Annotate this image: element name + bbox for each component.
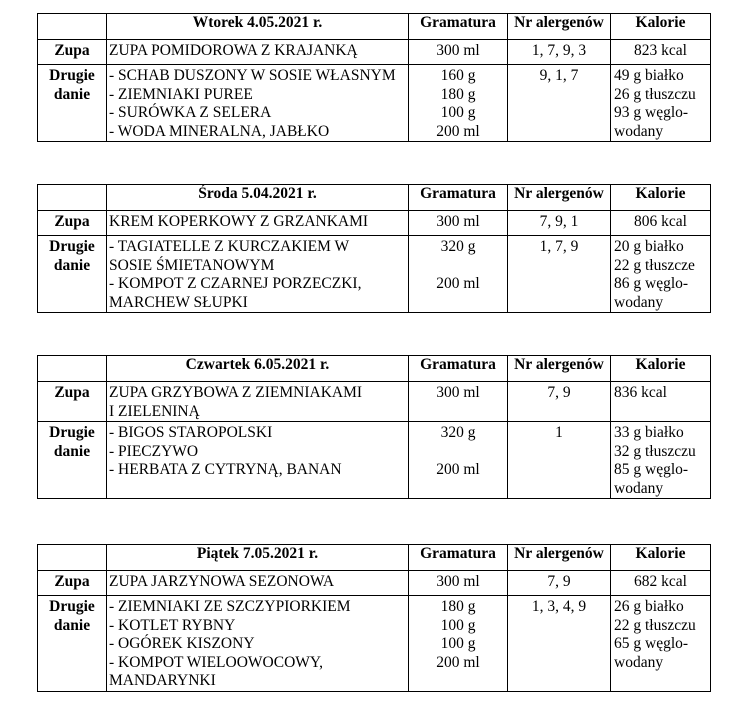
soup-name [107,211,409,236]
main-course-items [107,422,409,499]
soup-calories: 682 kcal [611,571,711,596]
nutrition-line: wodany [614,293,664,311]
header-calories: Kalorie [611,14,711,40]
main-item: - TAGIATELLE Z KURCZAKIEM W [109,238,350,255]
main-item: - HERBATA Z CYTRYNĄ, BANAN [109,461,342,478]
main-item: - KOMPOT Z CZARNEJ PORZECZKI, [109,275,362,292]
header-empty-cell [38,185,107,211]
main-course-label [38,422,107,499]
main-label-line1: Drugie [49,424,95,441]
menu-table-friday [37,544,711,692]
day-title: Środa 5.04.2021 r. [107,185,409,211]
main-item: MARCHEW SŁUPKI [109,293,248,311]
menu-table-thursday [37,355,711,499]
soup-row [38,382,711,422]
main-item: - SURÓWKA Z SELERA [109,104,272,121]
soup-allergens: 7, 9 [508,382,611,422]
nutrition-line: wodany [614,122,664,140]
nutrition-line: 22 g tłuszcze [614,256,695,274]
soup-grams: 300 ml [409,571,508,596]
header-calories: Kalorie [611,356,711,382]
menu-table-tuesday [37,13,711,142]
header-allergens: Nr alergenów [508,356,611,382]
soup-name-line: ZUPA POMIDOROWA Z KRAJANKĄ [109,42,358,59]
header-grammage: Gramatura [409,185,508,211]
main-course-grams [409,236,508,313]
header-empty-cell [38,14,107,40]
soup-name [107,571,409,596]
soup-calories: 836 kcal [611,382,711,422]
header-allergens: Nr alergenów [508,14,611,40]
main-course-grams [409,596,508,692]
main-label-line1: Drugie [49,598,95,615]
nutrition-line: 65 g węglo- [614,635,689,652]
nutrition-line: 93 g węglo- [614,104,689,121]
soup-name-line: ZUPA GRZYBOWA Z ZIEMNIAKAMI [109,384,363,401]
nutrition-line: 49 g białko [614,67,684,84]
soup-label: Zupa [38,40,107,65]
main-course-allergens: 1 [508,422,611,499]
table-header-row [38,356,711,382]
main-gram: 100 g [440,104,476,121]
main-course-row [38,422,711,499]
nutrition-line: wodany [614,479,664,497]
soup-row [38,571,711,596]
soup-label: Zupa [38,211,107,236]
soup-grams: 300 ml [409,382,508,422]
main-item: - PIECZYWO [109,442,199,460]
header-allergens: Nr alergenów [508,545,611,571]
day-title: Czwartek 6.05.2021 r. [107,356,409,382]
main-label-line2: danie [53,616,91,634]
main-gram [409,257,507,276]
soup-label: Zupa [38,571,107,596]
main-course-nutrition [611,65,711,142]
main-course-nutrition [611,236,711,313]
main-course-nutrition [611,596,711,692]
main-item: - SCHAB DUSZONY W SOSIE WŁASNYM [109,67,396,84]
nutrition-line: 33 g białko [614,424,684,441]
soup-allergens: 7, 9, 1 [508,211,611,236]
table-header-row [38,185,711,211]
nutrition-line: 86 g węglo- [614,275,689,292]
header-grammage: Gramatura [409,14,508,40]
main-item: - OGÓREK KISZONY [109,635,255,652]
header-calories: Kalorie [611,185,711,211]
main-item: - KOMPOT WIELOOWOCOWY, [109,653,323,671]
soup-grams: 300 ml [409,211,508,236]
table-header-row [38,545,711,571]
soup-name [107,382,409,422]
main-course-allergens: 1, 7, 9 [508,236,611,313]
nutrition-line: 20 g białko [614,238,684,255]
soup-calories: 823 kcal [611,40,711,65]
soup-name-line: I ZIELENINĄ [109,402,200,420]
main-course-row [38,596,711,692]
nutrition-line: 22 g tłuszczu [614,616,696,634]
table-header-row [38,14,711,40]
main-label-line1: Drugie [49,238,95,255]
header-calories: Kalorie [611,545,711,571]
soup-name-line: ZUPA JARZYNOWA SEZONOWA [109,573,335,590]
main-item: - KOTLET RYBNY [109,616,236,634]
main-gram: 200 ml [436,275,480,292]
header-grammage: Gramatura [409,545,508,571]
main-gram: 200 ml [436,653,480,671]
main-gram: 200 ml [436,461,480,478]
soup-row [38,40,711,65]
soup-name [107,40,409,65]
nutrition-line: wodany [614,653,664,671]
main-gram: 320 g [440,238,476,255]
main-gram: 160 g [440,67,476,84]
nutrition-line: 26 g białko [614,598,684,615]
main-gram: 180 g [440,598,476,615]
nutrition-line: 26 g tłuszczu [614,85,696,103]
main-course-nutrition [611,422,711,499]
main-label-line2: danie [53,442,91,460]
main-course-grams [409,65,508,142]
soup-row [38,211,711,236]
soup-name-line: KREM KOPERKOWY Z GRZANKAMI [109,213,369,230]
header-allergens: Nr alergenów [508,185,611,211]
main-course-items [107,65,409,142]
main-item: - BIGOS STAROPOLSKI [109,424,273,441]
header-grammage: Gramatura [409,356,508,382]
main-gram: 200 ml [436,122,480,140]
main-gram: 100 g [440,635,476,652]
main-course-label [38,596,107,692]
main-gram: 180 g [440,85,476,103]
day-title: Piątek 7.05.2021 r. [107,545,409,571]
main-item: - ZIEMNIAKI ZE SZCZYPIORKIEM [109,598,351,615]
menu-table-wednesday [37,184,711,313]
main-course-allergens: 9, 1, 7 [508,65,611,142]
main-course-label [38,236,107,313]
soup-calories: 806 kcal [611,211,711,236]
main-course-items [107,236,409,313]
main-item: MANDARYNKI [109,672,216,689]
header-empty-cell [38,545,107,571]
soup-allergens: 7, 9 [508,571,611,596]
main-course-allergens: 1, 3, 4, 9 [508,596,611,692]
main-course-items [107,596,409,692]
nutrition-line: 32 g tłuszczu [614,442,696,460]
main-item: - ZIEMNIAKI PUREE [109,85,253,103]
main-gram [409,443,507,462]
soup-allergens: 1, 7, 9, 3 [508,40,611,65]
main-course-grams [409,422,508,499]
main-gram: 100 g [440,616,476,634]
day-title: Wtorek 4.05.2021 r. [107,14,409,40]
main-course-label [38,65,107,142]
main-label-line1: Drugie [49,67,95,84]
main-label-line2: danie [53,256,91,274]
main-item: SOSIE ŚMIETANOWYM [109,256,275,274]
main-item: - WODA MINERALNA, JABŁKO [109,122,330,140]
soup-grams: 300 ml [409,40,508,65]
header-empty-cell [38,356,107,382]
main-gram: 320 g [440,424,476,441]
main-label-line2: danie [53,85,91,103]
nutrition-line: 85 g węglo- [614,461,689,478]
soup-label: Zupa [38,382,107,422]
main-course-row [38,236,711,313]
main-course-row [38,65,711,142]
